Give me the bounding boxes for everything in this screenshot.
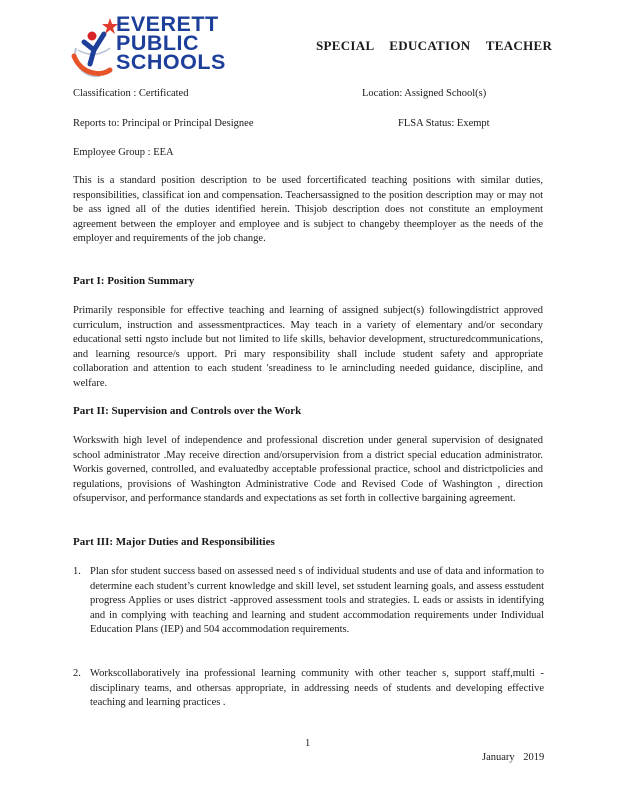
list-item-text: Workscollaboratively ina professional learning community with other teacher s, support staff,multi -disciplinary teams, and othersas appropriate, in addressing needs of students and developing effective teaching and learning practices . [90, 668, 544, 709]
logo-line-3: SCHOOLS [116, 50, 226, 74]
section-heading-part-3: Part III: Major Duties and Responsibilities [73, 536, 275, 548]
employee-group-text: Employee Group : EEA [73, 147, 174, 158]
section-heading-part-2: Part II: Supervision and Controls over the Work [73, 405, 302, 417]
logo-line-2: PUBLIC [116, 31, 200, 55]
revision-date: January 2019 [482, 752, 545, 763]
section-body-part-1: Primarily responsible for effective teaching and learning of assigned subject(s) followingdistrict approved curriculum, instruction and assessmentpractices. May teach in a variety of elementary and/or secondary educational setti ngsto include but not limited to life skills, behavior development, structuredcommunications, and learning resource/s upport. Pri mary responsibility shall include student safety and appropriate collaboration and attention to each student 'sreadiness to le arnincluding needed guidance, discipline, and welfare. [73, 305, 543, 389]
page-title: SPECIAL EDUCATION TEACHER [316, 38, 553, 53]
logo-line-1: EVERETT [116, 12, 219, 36]
list-item-number: 2. [73, 668, 81, 679]
intro-paragraph: This is a standard position description to be used forcertificated teaching positions with similar duties, responsibilities, classificat ion and compensation. Teachersassigned to the position description may or may not be ass igned all of the duties identified herein. Thisjob description does not constitute an employment agreement between the employer and employee and is subject to changeby theemployer as the needs of the employer and requirements of the job change. [73, 175, 543, 245]
logo-emblem-icon [70, 12, 120, 82]
flsa-status-text: FLSA Status: Exempt [398, 118, 490, 129]
reports-to-text: Reports to: Principal or Principal Designee [73, 118, 254, 129]
logo-wordmark [116, 12, 226, 74]
section-heading-part-1: Part I: Position Summary [73, 275, 195, 287]
classification-text: Classification : Certificated [73, 88, 189, 99]
district-logo [70, 12, 240, 82]
list-item-text: Plan sfor student success based on assessed need s of individual students and use of data and information to determine each student’s current knowledge and skill level, set sstudent learning goals, and assess esstudent progress Applies or uses district -approved assessment tools and strategies. L eads or assists in identifying and in complying with teaching and learning and student accommodation requirements under Individual Education Plans (IEP) and 504 accommodation requirements. [90, 566, 544, 636]
page-number: 1 [305, 738, 311, 749]
section-body-part-2: Workswith high level of independence and professional discretion under general supervision of designated school administrator .May receive direction and/orsupervision from a district special education administrator. Workis governed, controlled, and evaluatedby acceptable professional practice, school and districtpolicies and regulations, provisions of Washington Administrative Code and Revised Code of Washington , direction ofsupervisor, and performance standards and expectations as set forth in collective bargaining agreement. [73, 435, 543, 505]
location-text: Location: Assigned School(s) [362, 88, 487, 99]
list-item-number: 1. [73, 566, 81, 577]
